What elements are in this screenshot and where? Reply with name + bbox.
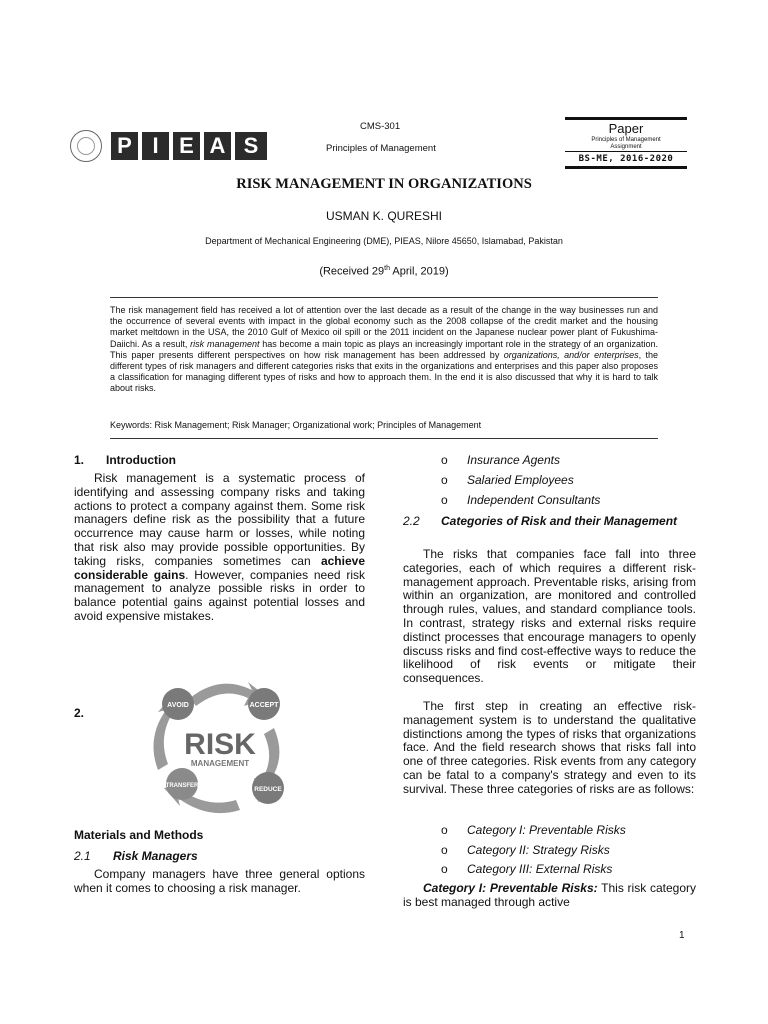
course-name: Principles of Management <box>326 143 436 154</box>
transfer-label: TRANSFER <box>165 783 199 789</box>
section-2-1-number: 2.1 <box>74 849 91 863</box>
list-item: o Category I: Preventable Risks <box>441 823 626 837</box>
section-1-heading: Introduction <box>106 453 176 467</box>
list-item: o Salaried Employees <box>441 473 574 487</box>
paper-label: Paper <box>608 121 644 136</box>
affiliation: Department of Mechanical Engineering (DME), PIEAS, Nilore 45650, Islamabad, Pakistan <box>205 236 563 246</box>
section-2-1-heading: Risk Managers <box>113 849 198 863</box>
section-2-2-heading: Categories of Risk and their Management <box>441 514 678 528</box>
section-2-2-number: 2.2 <box>403 514 420 528</box>
risk-management-cycle-figure <box>150 676 286 816</box>
author-name: USMAN K. QURESHI <box>325 209 442 223</box>
paper-subtitle-2: Assignment <box>610 144 642 150</box>
batch-label: BS-ME, 2016-2020 <box>578 154 674 164</box>
paper-box-top-rule <box>565 117 687 120</box>
paper-title: RISK MANAGEMENT IN ORGANIZATIONS <box>236 176 532 192</box>
page-number: 1 <box>679 930 685 941</box>
avoid-label: AVOID <box>167 702 189 709</box>
logo-letter: I <box>142 132 169 160</box>
logo-letter: S <box>235 132 267 160</box>
logo-letter: E <box>173 132 200 160</box>
paper-box-mid-rule <box>565 151 687 152</box>
received-date: (Received 29th April, 2019) <box>319 265 449 278</box>
section-1-number: 1. <box>74 453 85 467</box>
paper-subtitle: Principles of Management <box>591 137 661 143</box>
risk-center-label: RISK <box>184 728 256 761</box>
abstract: The risk management field has received a lot of attention over the last decade as a result of the change in the way businesses run and the occurrence of several events with impact in the global economy such as the 2008 collapse of the credit market and the housing market meltdown in the USA, the 2010 Gulf of Mexico oil spill or the 2011 incident on the Japanese nuclear power plant of Fukushima-Daiichi. As a result, risk management has become a main topic as plays an increasingly important role in the strategy of an organization. This paper presents different perspectives on how risk management has been addressed by organizations, and/or enterprises, the different types of risk managers and different categories risks that exits in the organizations and enterprises and this paper also proposes a classification for managing different types of risks and how to approach them. In the end it is also discussed that why it is hard to talk about risks. <box>110 305 659 394</box>
reduce-label: REDUCE <box>254 786 282 793</box>
risk-center-sublabel: MANAGEMENT <box>190 759 250 768</box>
abstract-bottom-rule <box>110 438 658 439</box>
categories-paragraph-1: The risks that companies face fall into three categories, each of which requires a different risk-management approach. Preventable risks, arising from within an organization, are monitored and controlled through rules, values, and standard compliance tools. In contrast, strategy risks and external risks require distinct processes that encourage managers to openly discuss risks and find cost-effective ways to reduce the likelihood of risk events or mitigate their consequences. <box>403 547 696 686</box>
accept-label: ACCEPT <box>249 702 279 709</box>
section-2-number: 2. <box>74 706 85 720</box>
section-2-heading: Materials and Methods <box>74 828 204 842</box>
pieas-seal-logo <box>70 130 102 162</box>
logo-letter: P <box>111 132 138 160</box>
course-code: CMS-301 <box>360 121 401 132</box>
categories-paragraph-2: The first step in creating an effective risk-management system is to understand the qualitative distinctions among the types of risks that organizations face. And the field research shows that risks fall into one of three categories. Risk events from any category can be fatal to a company's strategy and even to its survival. These three categories of risks are as follows: <box>403 699 696 796</box>
list-item: o Insurance Agents <box>441 453 560 467</box>
category-1-paragraph: Category I: Preventable Risks: This risk category is best managed through active <box>403 881 696 909</box>
list-item: o Category II: Strategy Risks <box>441 843 610 857</box>
paper-box-bottom-rule <box>565 166 687 169</box>
introduction-paragraph: Risk management is a systematic process of identifying and assessing company risks and taking actions to protect a company against them. Some risk managers define risk as the possibility that a future occurrence may cause harm or losses, while noting that risk also may provide possible opportunities. By taking risks, companies sometimes can achieve considerable gains. However, companies need risk management to analyze possible risks in order to balance potential gains against potential losses and avoid expensive mistakes. <box>74 471 365 623</box>
list-item: o Category III: External Risks <box>441 862 613 876</box>
logo-letter: A <box>204 132 231 160</box>
abstract-top-rule <box>110 297 658 298</box>
list-item: o Independent Consultants <box>441 493 601 507</box>
keywords: Keywords: Risk Management; Risk Manager; Organizational work; Principles of Management <box>110 420 482 430</box>
risk-managers-paragraph: Company managers have three general options when it comes to choosing a risk manager. <box>74 867 365 895</box>
